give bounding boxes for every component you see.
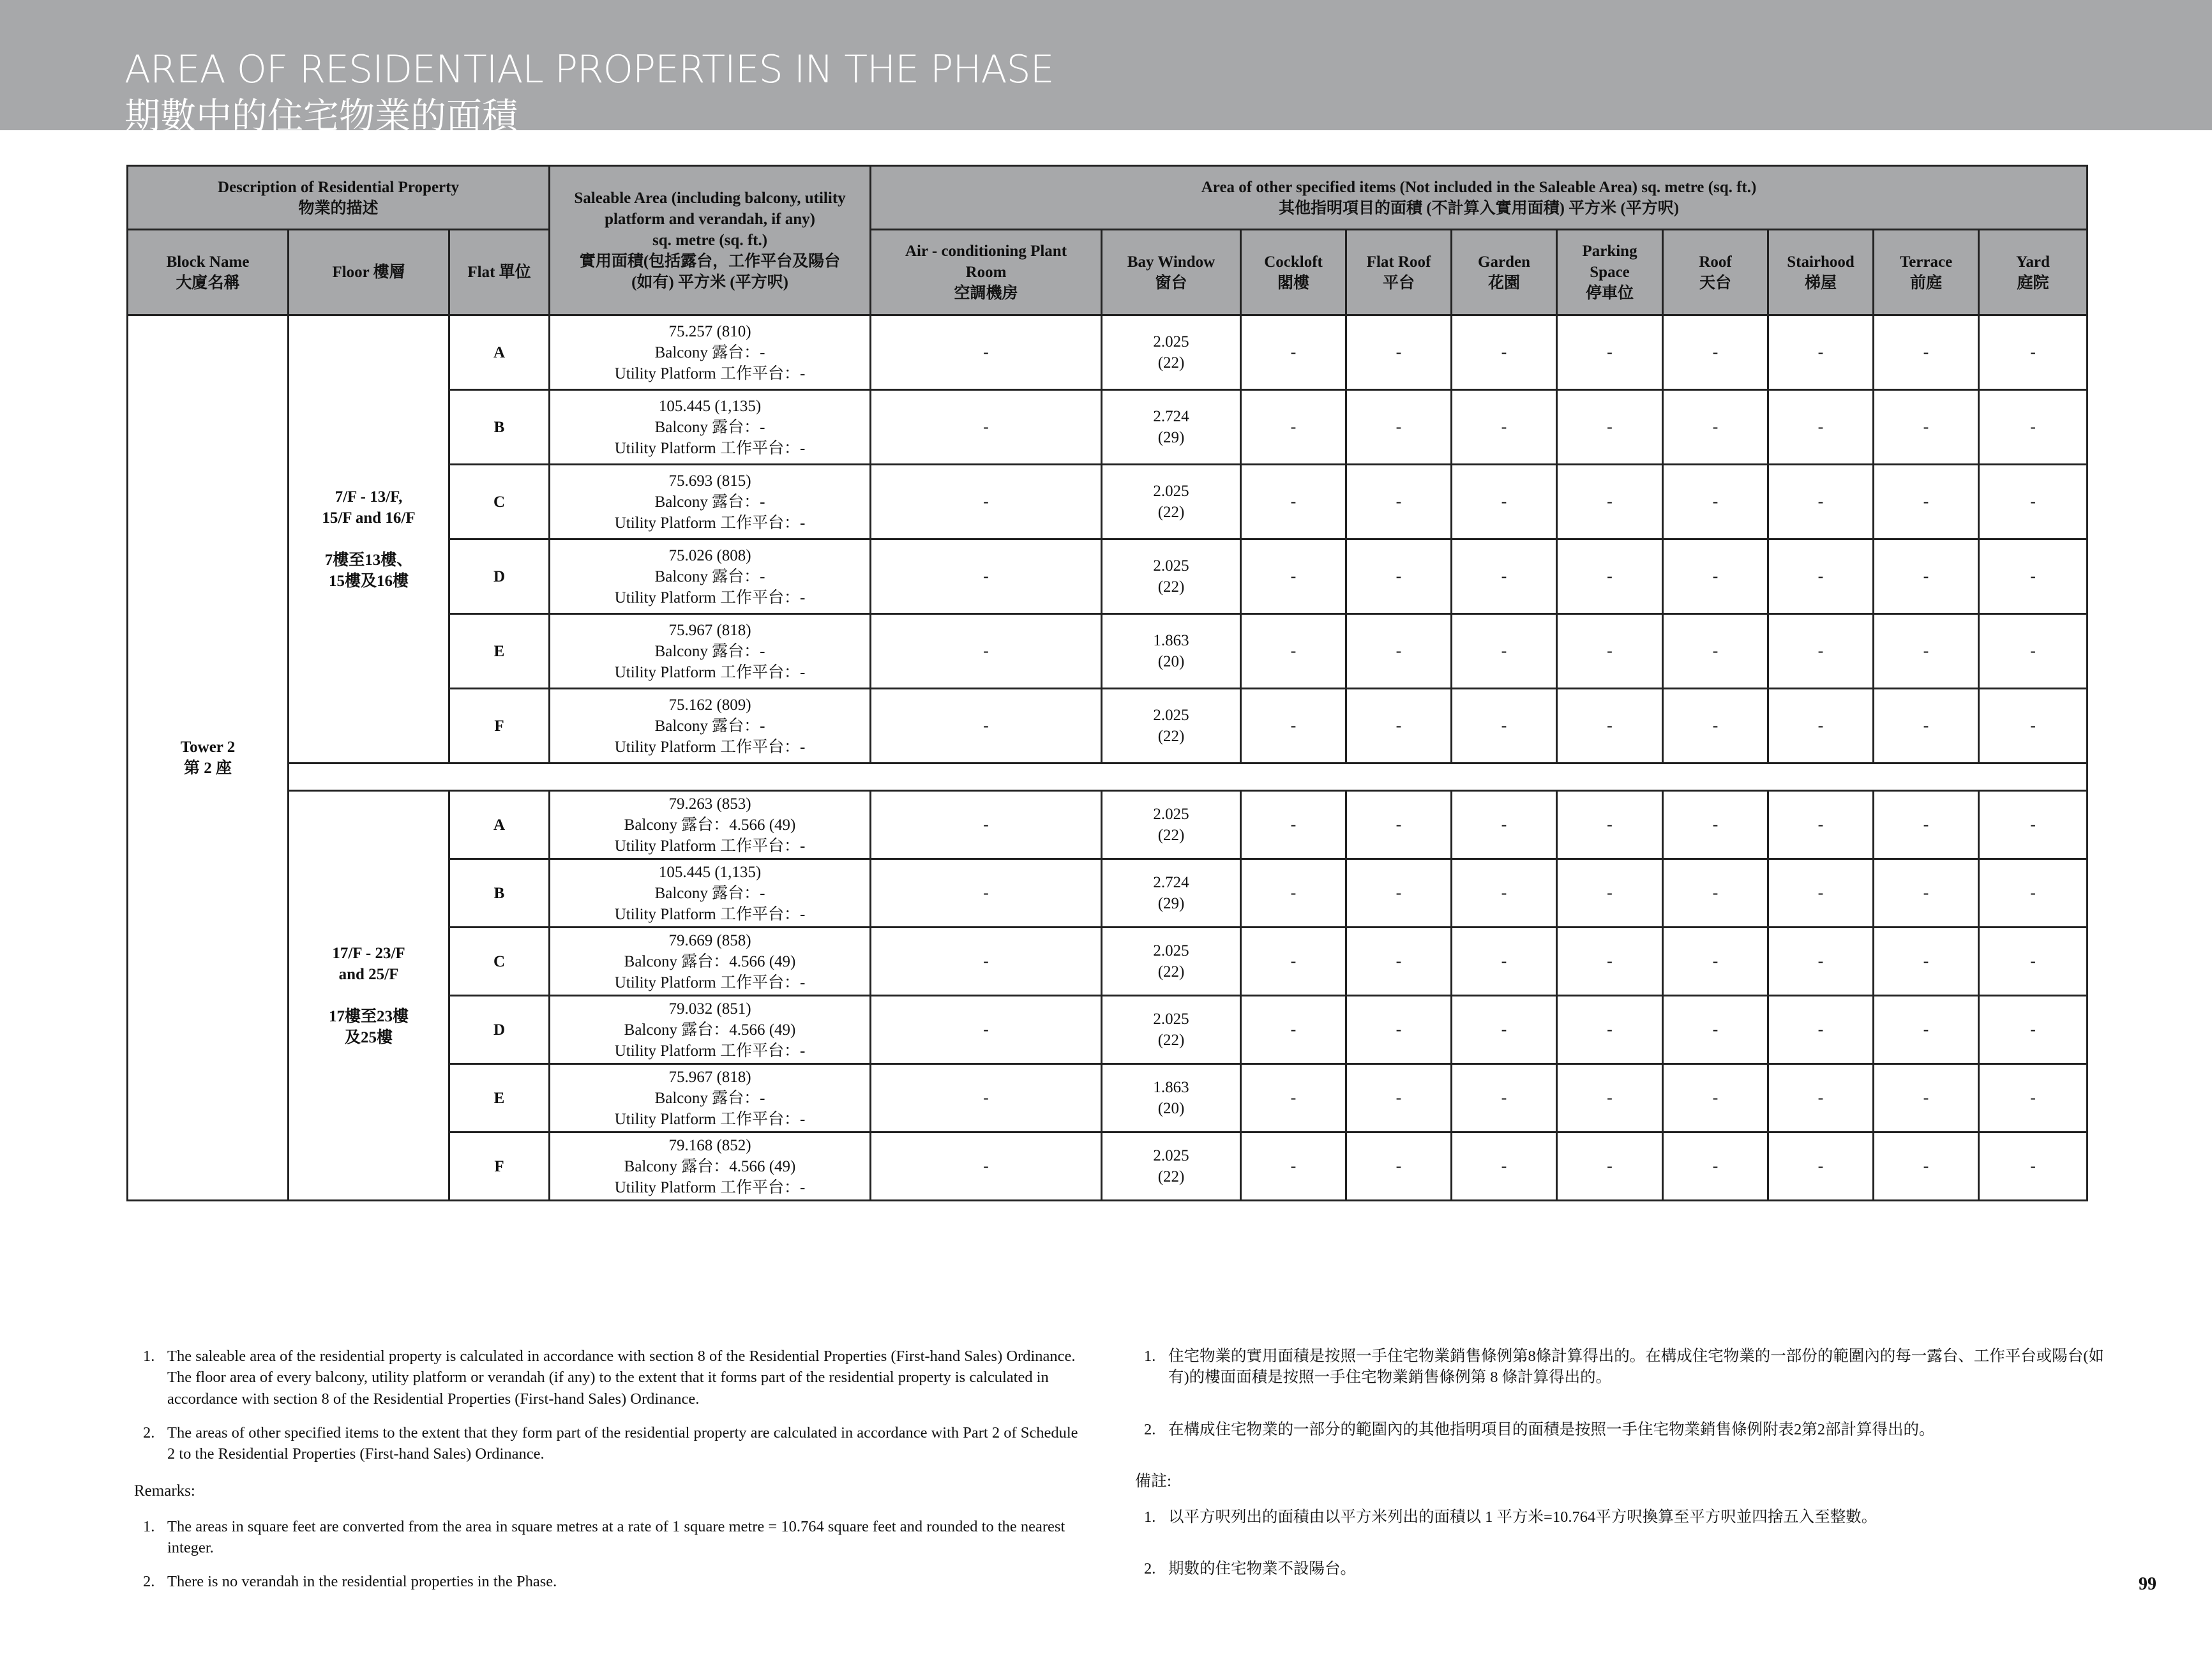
- other-item-cell: -: [1979, 1064, 2088, 1132]
- other-item-cell: -: [1874, 996, 1979, 1064]
- bay-window-cell: 2.724 (29): [1102, 859, 1241, 928]
- other-item-header: Flat Roof 平台: [1346, 230, 1452, 315]
- other-item-cell: -: [1557, 539, 1663, 614]
- other-item-cell: -: [1979, 996, 2088, 1064]
- page-title-en: AREA OF RESIDENTIAL PROPERTIES IN THE PHASE: [124, 47, 1054, 92]
- other-item-cell: -: [1241, 996, 1346, 1064]
- other-item-cell: -: [1874, 1132, 1979, 1201]
- bay-window-cell: 1.863 (20): [1102, 614, 1241, 689]
- other-item-cell: -: [1663, 390, 1768, 465]
- other-item-cell: -: [1979, 928, 2088, 996]
- ac-room-cell: -: [871, 791, 1102, 859]
- ac-room-cell: -: [871, 1132, 1102, 1201]
- bay-window-cell: 2.025 (22): [1102, 465, 1241, 539]
- other-item-cell: -: [1768, 614, 1874, 689]
- notes-zh: [1135, 1346, 2105, 1611]
- other-item-cell: -: [1663, 689, 1768, 763]
- table-row: [128, 315, 2088, 390]
- note-number: 1.: [143, 1517, 155, 1535]
- other-item-header: Stairhood 梯屋: [1768, 230, 1874, 315]
- bay-window-cell: 2.724 (29): [1102, 390, 1241, 465]
- other-item-cell: -: [1874, 689, 1979, 763]
- other-item-cell: -: [1346, 791, 1452, 859]
- note-item: [134, 1346, 1079, 1410]
- other-item-cell: -: [1874, 614, 1979, 689]
- other-item-cell: -: [1979, 689, 2088, 763]
- other-item-cell: -: [1241, 791, 1346, 859]
- other-item-cell: -: [1663, 791, 1768, 859]
- table-row: [128, 791, 2088, 859]
- other-item-cell: -: [1557, 315, 1663, 390]
- block-name-header: Block Name 大廈名稱: [128, 230, 289, 315]
- floor-header: Floor 樓層: [289, 230, 449, 315]
- ac-room-cell: -: [871, 539, 1102, 614]
- flat-cell: B: [449, 859, 550, 928]
- other-item-header: Cockloft 閣樓: [1241, 230, 1346, 315]
- other-item-header: Terrace 前庭: [1874, 230, 1979, 315]
- note-text: The saleable area of the residential property is calculated in accordance with section 8 of the Residential Properties (First-hand Sales) Ordinance. The floor area of every balcony, utility platform or verandah (if any) to the extent that it forms part of the residential property is calculated in accordance with section 8 of the Residential Properties (First-hand Sales) Ordinance.: [167, 1348, 1076, 1408]
- note-number: 2.: [1144, 1560, 1156, 1578]
- other-items-header: Area of other specified items (Not included in the Saleable Area) sq. metre (sq. ft.) 其他指明項目的面積 (不計算入實用面積) 平方米 (平方呎): [871, 166, 2088, 230]
- other-item-cell: -: [1557, 1132, 1663, 1201]
- page-title-zh: 期數中的住宅物業的面積: [124, 96, 518, 137]
- saleable-area-header: Saleable Area (including balcony, utility platform and verandah, if any) sq. metre (sq. ft.) 實用面積(包括露台，工作平台及陽台 (如有) 平方米 (平方呎): [550, 166, 871, 315]
- other-item-cell: -: [1768, 1064, 1874, 1132]
- note-item: [134, 1516, 1079, 1559]
- other-item-header: Bay Window 窗台: [1102, 230, 1241, 315]
- other-item-cell: -: [1346, 539, 1452, 614]
- other-item-cell: -: [1452, 539, 1557, 614]
- other-item-cell: -: [1663, 539, 1768, 614]
- other-item-cell: -: [1346, 315, 1452, 390]
- saleable-area-cell: 105.445 (1,135) Balcony 露台：- Utility Platform 工作平台：-: [550, 390, 871, 465]
- other-item-cell: -: [1346, 614, 1452, 689]
- ac-room-cell: -: [871, 928, 1102, 996]
- other-item-cell: -: [1663, 859, 1768, 928]
- bay-window-cell: 2.025 (22): [1102, 539, 1241, 614]
- other-item-cell: -: [1241, 390, 1346, 465]
- other-item-cell: -: [1663, 996, 1768, 1064]
- other-item-cell: -: [1768, 539, 1874, 614]
- note-number: 2.: [143, 1424, 155, 1441]
- bay-window-cell: 1.863 (20): [1102, 1064, 1241, 1132]
- other-item-cell: -: [1663, 1064, 1768, 1132]
- flat-cell: C: [449, 928, 550, 996]
- other-item-cell: -: [1768, 390, 1874, 465]
- other-item-header: Roof 天台: [1663, 230, 1768, 315]
- other-item-cell: -: [1346, 1132, 1452, 1201]
- residential-area-table: [126, 165, 2088, 1201]
- other-item-cell: -: [1241, 689, 1346, 763]
- other-item-cell: -: [1452, 996, 1557, 1064]
- flat-cell: D: [449, 996, 550, 1064]
- other-item-header: Air - conditioning Plant Room 空調機房: [871, 230, 1102, 315]
- flat-cell: A: [449, 791, 550, 859]
- other-item-cell: -: [1452, 1064, 1557, 1132]
- other-item-cell: -: [1979, 465, 2088, 539]
- other-item-cell: -: [1768, 859, 1874, 928]
- ac-room-cell: -: [871, 465, 1102, 539]
- ac-room-cell: -: [871, 859, 1102, 928]
- other-item-cell: -: [1557, 465, 1663, 539]
- page-number: 99: [2139, 1574, 2156, 1594]
- other-item-cell: -: [1452, 859, 1557, 928]
- other-item-cell: -: [1557, 928, 1663, 996]
- other-item-cell: -: [1663, 614, 1768, 689]
- note-number: 2.: [143, 1573, 155, 1591]
- ac-room-cell: -: [871, 689, 1102, 763]
- other-item-cell: -: [1874, 859, 1979, 928]
- other-item-cell: -: [1874, 928, 1979, 996]
- other-item-cell: -: [1241, 315, 1346, 390]
- other-item-cell: -: [1979, 390, 2088, 465]
- saleable-area-cell: 75.967 (818) Balcony 露台：- Utility Platform 工作平台：-: [550, 614, 871, 689]
- saleable-area-cell: 79.669 (858) Balcony 露台：4.566 (49) Utility Platform 工作平台：-: [550, 928, 871, 996]
- other-item-cell: -: [1557, 614, 1663, 689]
- other-item-cell: -: [1874, 315, 1979, 390]
- separator-cell: [289, 763, 2088, 791]
- note-text: The areas in square feet are converted from the area in square metres at a rate of 1 square metre = 10.764 square feet and rounded to the nearest integer.: [167, 1517, 1065, 1556]
- other-item-cell: -: [1452, 1132, 1557, 1201]
- flat-cell: E: [449, 614, 550, 689]
- note-number: 2.: [1144, 1420, 1156, 1438]
- other-item-cell: -: [1557, 791, 1663, 859]
- flat-cell: A: [449, 315, 550, 390]
- note-number: 1.: [1144, 1348, 1156, 1365]
- other-item-cell: -: [1874, 465, 1979, 539]
- other-item-cell: -: [1768, 465, 1874, 539]
- flat-cell: E: [449, 1064, 550, 1132]
- flat-cell: F: [449, 1132, 550, 1201]
- other-item-header: Parking Space 停車位: [1557, 230, 1663, 315]
- note-item: [134, 1571, 1079, 1592]
- other-item-cell: -: [1768, 791, 1874, 859]
- ac-room-cell: -: [871, 1064, 1102, 1132]
- other-item-cell: -: [1874, 1064, 1979, 1132]
- other-item-cell: -: [1979, 539, 2088, 614]
- bay-window-cell: 2.025 (22): [1102, 315, 1241, 390]
- remarks-label-en: Remarks:: [134, 1482, 195, 1500]
- other-item-cell: -: [1768, 996, 1874, 1064]
- saleable-area-cell: 79.032 (851) Balcony 露台：4.566 (49) Utility Platform 工作平台：-: [550, 996, 871, 1064]
- title-banner: [0, 0, 2212, 137]
- other-item-cell: -: [1241, 539, 1346, 614]
- other-item-cell: -: [1557, 996, 1663, 1064]
- remarks-label-zh: 備註:: [1135, 1472, 1171, 1490]
- saleable-area-cell: 75.257 (810) Balcony 露台：- Utility Platform 工作平台：-: [550, 315, 871, 390]
- other-item-cell: -: [1346, 996, 1452, 1064]
- other-item-cell: -: [1979, 614, 2088, 689]
- other-item-cell: -: [1663, 465, 1768, 539]
- other-item-header: Garden 花園: [1452, 230, 1557, 315]
- bay-window-cell: 2.025 (22): [1102, 996, 1241, 1064]
- other-item-cell: -: [1346, 465, 1452, 539]
- other-item-cell: -: [1979, 315, 2088, 390]
- saleable-area-cell: 75.026 (808) Balcony 露台：- Utility Platform 工作平台：-: [550, 539, 871, 614]
- other-item-cell: -: [1452, 689, 1557, 763]
- note-item: [1135, 1558, 2105, 1579]
- other-item-cell: -: [1979, 859, 2088, 928]
- other-item-cell: -: [1874, 791, 1979, 859]
- saleable-area-cell: 105.445 (1,135) Balcony 露台：- Utility Platform 工作平台：-: [550, 859, 871, 928]
- other-item-cell: -: [1768, 1132, 1874, 1201]
- other-item-cell: -: [1874, 390, 1979, 465]
- other-item-cell: -: [1663, 315, 1768, 390]
- note-number: 1.: [143, 1348, 155, 1365]
- description-header: Description of Residential Property 物業的描述: [128, 166, 550, 230]
- bay-window-cell: 2.025 (22): [1102, 791, 1241, 859]
- notes-en: [134, 1346, 1079, 1605]
- other-item-cell: -: [1346, 390, 1452, 465]
- other-item-cell: -: [1346, 859, 1452, 928]
- other-item-cell: -: [1979, 791, 2088, 859]
- other-item-header: Yard 庭院: [1979, 230, 2088, 315]
- other-item-cell: -: [1768, 315, 1874, 390]
- floor-cell: 17/F - 23/F and 25/F 17樓至23樓 及25樓: [289, 791, 449, 1201]
- saleable-area-cell: 79.168 (852) Balcony 露台：4.566 (49) Utility Platform 工作平台：-: [550, 1132, 871, 1201]
- bay-window-cell: 2.025 (22): [1102, 1132, 1241, 1201]
- other-item-cell: -: [1452, 791, 1557, 859]
- other-item-cell: -: [1346, 1064, 1452, 1132]
- group-separator: [128, 763, 2088, 791]
- note-item: [1135, 1419, 2105, 1440]
- other-item-cell: -: [1346, 928, 1452, 996]
- flat-cell: D: [449, 539, 550, 614]
- note-text: 在構成住宅物業的一部分的範圍內的其他指明項目的面積是按照一手住宅物業銷售條例附表2第2部計算得出的。: [1168, 1420, 1935, 1438]
- note-text: There is no verandah in the residential properties in the Phase.: [167, 1573, 557, 1591]
- ac-room-cell: -: [871, 315, 1102, 390]
- note-text: The areas of other specified items to the extent that they form part of the residential property are calculated in accordance with Part 2 of Schedule 2 to the Residential Properties (First-hand Sales) Ordinance.: [167, 1424, 1078, 1463]
- other-item-cell: -: [1346, 689, 1452, 763]
- other-item-cell: -: [1452, 614, 1557, 689]
- note-text: 以平方呎列出的面積由以平方米列出的面積以 1 平方米=10.764平方呎換算至平方呎並四捨五入至整數。: [1168, 1508, 1877, 1526]
- flat-cell: F: [449, 689, 550, 763]
- note-item: [1135, 1346, 2105, 1388]
- other-item-cell: -: [1452, 465, 1557, 539]
- flat-header: Flat 單位: [449, 230, 550, 315]
- other-item-cell: -: [1557, 1064, 1663, 1132]
- note-text: 住宅物業的實用面積是按照一手住宅物業銷售條例第8條計算得出的。在構成住宅物業的一部份的範圍內的每一露台、工作平台或陽台(如有)的樓面面積是按照一手住宅物業銷售條例第 8 條計算得出的。: [1168, 1348, 2104, 1387]
- other-item-cell: -: [1241, 465, 1346, 539]
- other-item-cell: -: [1241, 1132, 1346, 1201]
- other-item-cell: -: [1241, 859, 1346, 928]
- block-name-cell: Tower 2 第 2 座: [128, 315, 289, 1201]
- other-item-cell: -: [1557, 859, 1663, 928]
- note-number: 1.: [1144, 1508, 1156, 1526]
- ac-room-cell: -: [871, 996, 1102, 1064]
- bay-window-cell: 2.025 (22): [1102, 689, 1241, 763]
- other-item-cell: -: [1768, 689, 1874, 763]
- floor-cell: 7/F - 13/F, 15/F and 16/F 7樓至13樓、 15樓及16樓: [289, 315, 449, 763]
- other-item-cell: -: [1452, 315, 1557, 390]
- saleable-area-cell: 75.693 (815) Balcony 露台：- Utility Platform 工作平台：-: [550, 465, 871, 539]
- other-item-cell: -: [1874, 539, 1979, 614]
- note-text: 期數的住宅物業不設陽台。: [1168, 1560, 1356, 1578]
- other-item-cell: -: [1452, 928, 1557, 996]
- other-item-cell: -: [1557, 390, 1663, 465]
- other-item-cell: -: [1241, 1064, 1346, 1132]
- flat-cell: B: [449, 390, 550, 465]
- note-item: [1135, 1507, 2105, 1528]
- saleable-area-cell: 75.162 (809) Balcony 露台：- Utility Platform 工作平台：-: [550, 689, 871, 763]
- note-item: [134, 1422, 1079, 1465]
- ac-room-cell: -: [871, 390, 1102, 465]
- other-item-cell: -: [1979, 1132, 2088, 1201]
- other-item-cell: -: [1241, 928, 1346, 996]
- other-item-cell: -: [1452, 390, 1557, 465]
- saleable-area-cell: 75.967 (818) Balcony 露台：- Utility Platform 工作平台：-: [550, 1064, 871, 1132]
- flat-cell: C: [449, 465, 550, 539]
- other-item-cell: -: [1663, 928, 1768, 996]
- bay-window-cell: 2.025 (22): [1102, 928, 1241, 996]
- other-item-cell: -: [1768, 928, 1874, 996]
- other-item-cell: -: [1241, 614, 1346, 689]
- other-item-cell: -: [1557, 689, 1663, 763]
- ac-room-cell: -: [871, 614, 1102, 689]
- saleable-area-cell: 79.263 (853) Balcony 露台：4.566 (49) Utility Platform 工作平台：-: [550, 791, 871, 859]
- other-item-cell: -: [1663, 1132, 1768, 1201]
